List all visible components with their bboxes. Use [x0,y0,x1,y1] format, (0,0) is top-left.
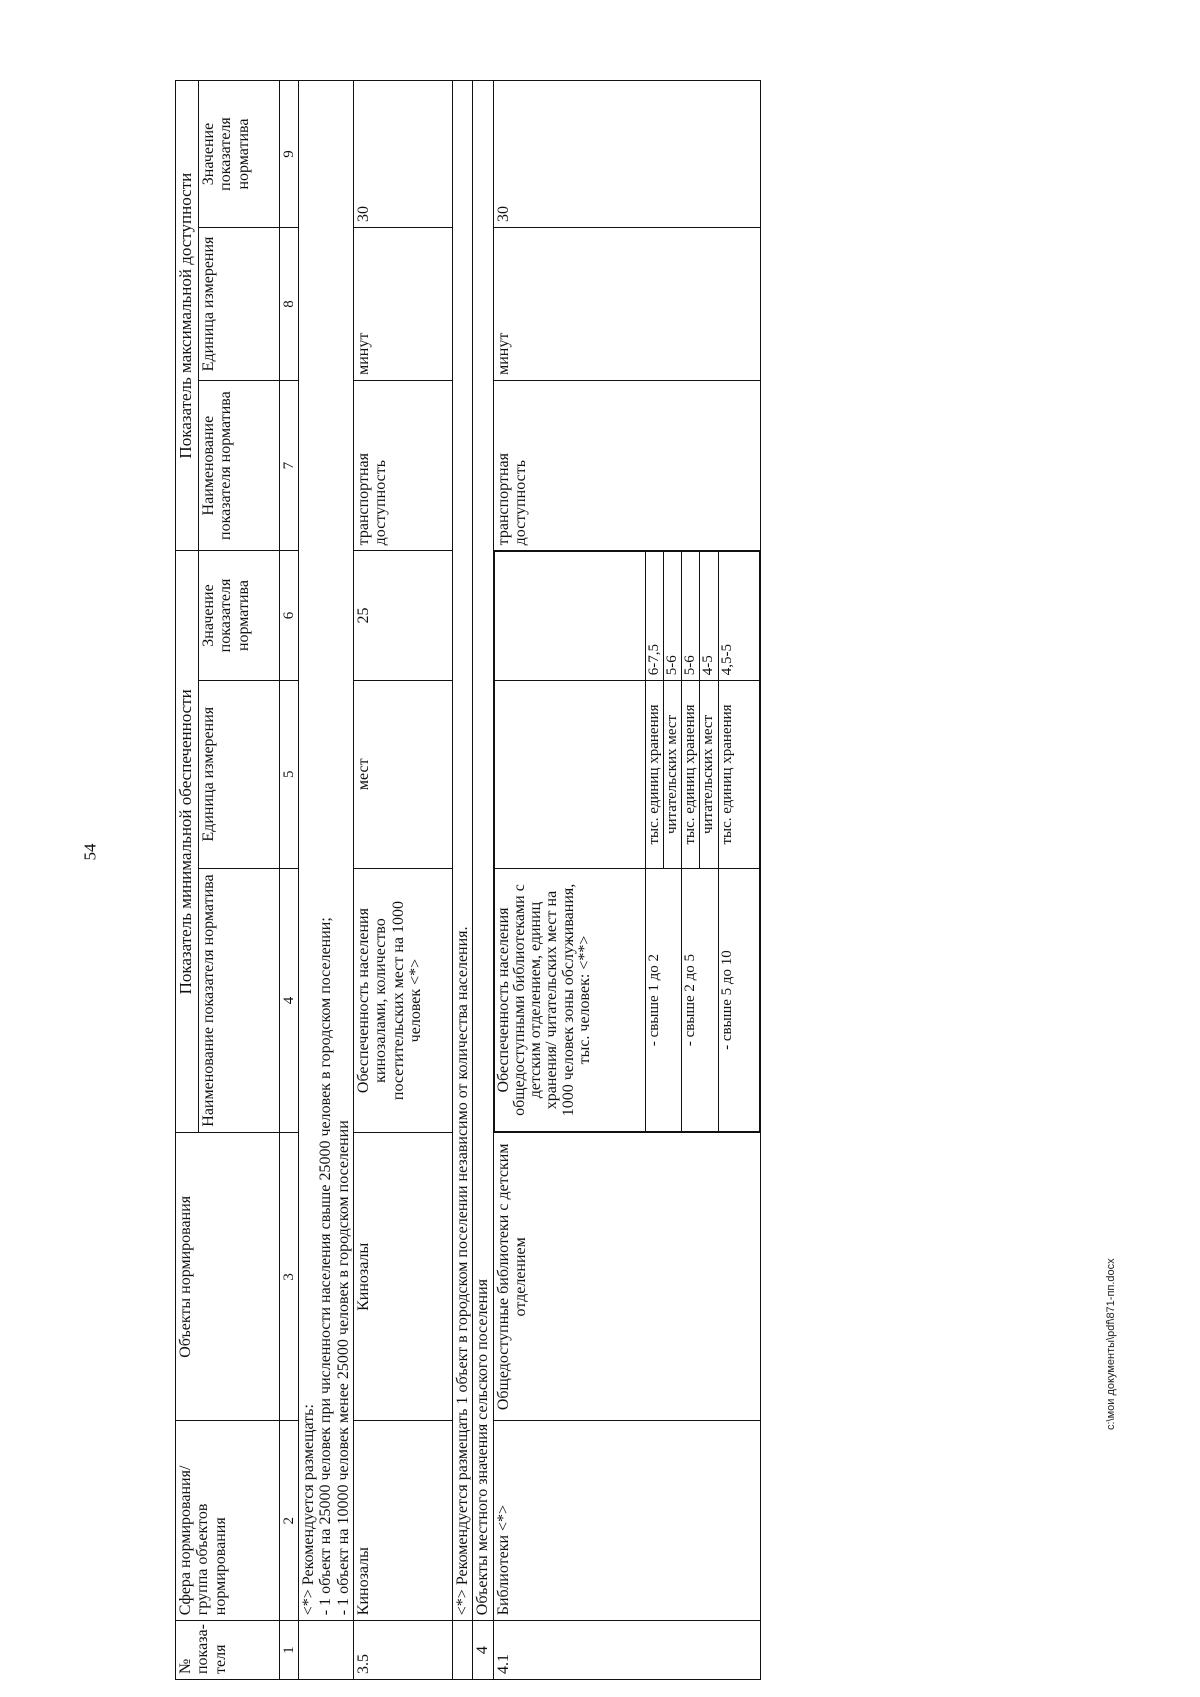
note1-line1: <*> Рекомендуется размещать: [300,1404,318,1616]
header-col6: Значение показателя норматива [199,551,280,680]
row35-max-name: транспортная доступность [353,380,452,550]
row41-min-value-blank [494,552,645,681]
section-4-row [473,81,493,1680]
row41-min-subtable [494,551,760,1132]
note1-line2: - 1 объект на 25000 человек при численности населения свыше 25000 человек в городском поселении; [317,917,335,1616]
note2-cell: <*> Рекомендуется размещать 1 объект в городском поселении независимо от количества населения. [452,81,472,1621]
colnum-2: 2 [280,1421,299,1621]
rotated-table-container [175,80,1185,1680]
colnum-3: 3 [280,1133,299,1421]
colnum-4: 4 [280,868,299,1133]
colnum-9: 9 [280,81,299,228]
sub-label-1: - свыше 1 до 2 [645,868,682,1132]
sub-unit-1b: читательских мест [663,681,681,868]
row41-max-unit: минут [493,228,760,381]
header-col5: Единица измерения [199,680,280,868]
section4-num: 4 [473,1621,493,1680]
colnum-5: 5 [280,680,299,868]
sub-label-3: - свыше 5 до 10 [718,868,759,1132]
row35-object: Кинозалы [353,1133,452,1421]
row41-num: 4.1 [493,1621,760,1680]
sub-unit-2a: тыс. единиц хранения [682,681,700,868]
colnum-8: 8 [280,228,299,381]
row41-object: Общедоступные библиотеки с детским отделением [493,1133,760,1421]
norms-table [175,80,761,1680]
header-col7: Наименование показателя норматива [199,380,280,550]
sub-unit-1a: тыс. единиц хранения [645,681,663,868]
header-row-1 [176,81,199,1680]
column-numbers-row [280,81,299,1680]
header-col4: Наименование показателя норматива [199,868,280,1133]
row41-min-block [493,551,760,1133]
header-col2: Сфера нормирования/ группа объектов нормирования [176,1421,280,1621]
sub-value-2a: 5-6 [682,552,700,681]
sub-unit-2b: читательских мест [700,681,718,868]
page-number: 54 [80,843,100,861]
note-row-2 [452,81,472,1680]
row35-sphere: Кинозалы [353,1421,452,1621]
note-row-1 [299,81,354,1680]
sub-label-2: - свыше 2 до 5 [682,868,719,1132]
footer-file-path: c:\мои документы\pdf\871-пп.docx [1105,1258,1117,1430]
row35-num: 3.5 [353,1621,452,1680]
row35-min-unit: мест [353,680,452,868]
header-group-min: Показатель минимальной обеспеченности [176,551,199,1133]
sub-value-1a: 6-7,5 [645,552,663,681]
colnum-1: 1 [280,1621,299,1680]
header-col1: № показа-теля [176,1621,280,1680]
row-4-1 [493,81,760,1680]
row41-min-unit-blank [494,681,645,868]
note1-num-cell [299,1621,354,1680]
sub-unit-3a: тыс. единиц хранения [718,681,759,868]
row-3-5 [353,81,452,1680]
colnum-6: 6 [280,551,299,680]
row41-max-value: 30 [493,81,760,228]
colnum-7: 7 [280,380,299,550]
row41-min-name: Обеспеченность населения общедоступными библиотеками с детским отделением, единиц хранения/ читательских мест на 1000 человек зоны обслуживания, тыс. человек: <**> [494,868,645,1132]
sub-value-1b: 5-6 [663,552,681,681]
row35-min-value: 25 [353,551,452,680]
sub-value-3a: 4,5-5 [718,552,759,681]
header-col9: Значение показателя норматива [199,81,280,228]
section4-title: Объекты местного значения сельского поселения [473,81,493,1621]
sub-value-2b: 4-5 [700,552,718,681]
note2-num-cell [452,1621,472,1680]
row41-max-name: транспортная доступность [493,380,760,550]
row35-max-value: 30 [353,81,452,228]
note1-cell [299,81,354,1621]
header-col3: Объекты нормирования [176,1133,280,1421]
header-col8: Единица измерения [199,228,280,381]
note1-line3: - 1 объект на 10000 человек менее 25000 человек в городском поселении [334,1120,352,1616]
row41-sphere: Библиотеки <*> [493,1421,760,1621]
header-group-max: Показатель максимальной доступности [176,81,199,551]
row35-max-unit: минут [353,228,452,381]
row35-min-name: Обеспеченность населения кинозалами, количество посетительских мест на 1000 человек <*> [353,868,452,1133]
